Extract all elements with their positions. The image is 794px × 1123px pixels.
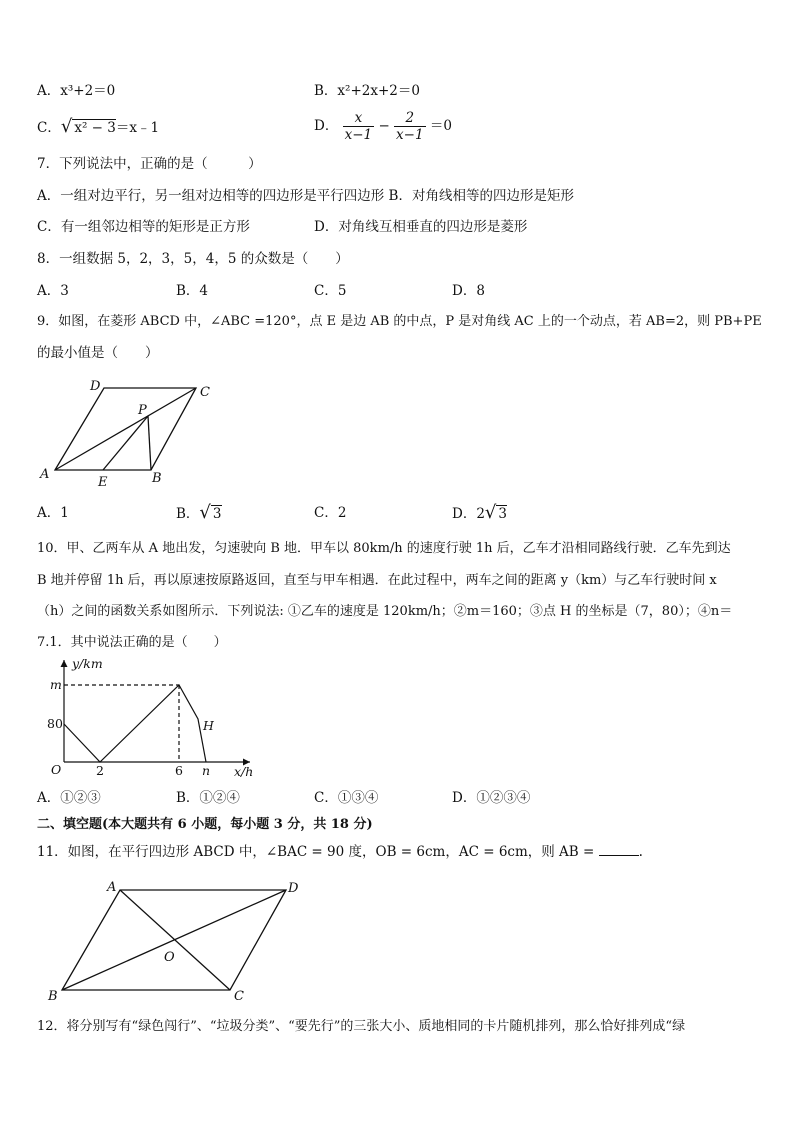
parallelogram-figure bbox=[40, 876, 320, 1004]
q6-option-d-fraction-1 bbox=[343, 110, 375, 143]
fraction-numerator: x bbox=[343, 110, 375, 127]
label-b: B bbox=[152, 471, 162, 486]
q9-stem-line1: 9．如图，在菱形 ABCD 中，∠ABC =120°，点 E 是边 AB 的中点，P 是对角线 AC 上的一个动点，若 AB=2，则 PB+PE bbox=[37, 314, 762, 329]
q7-option-c: C．有一组邻边相等的矩形是正方形 bbox=[37, 219, 250, 235]
q9-stem-line2: 的最小值是（ ） bbox=[37, 345, 159, 361]
sqrt-sign: √ bbox=[199, 502, 211, 523]
label-a: A bbox=[40, 467, 50, 482]
q7-options-ab: A．一组对边平行，另一组对边相等的四边形是平行四边形 B．对角线相等的四边形是矩形 bbox=[37, 188, 574, 204]
section-heading: 二、填空题(本大题共有 6 小题，每小题 3 分，共 18 分) bbox=[37, 817, 373, 832]
q10-line2: B 地并停留 1h 后，再以原速按原路返回，直至与甲车相遇．在此过程中，两车之间的距离 y（km）与乙车行驶时间 x bbox=[37, 573, 717, 588]
q6-option-a: A．x³+2＝0 bbox=[37, 83, 116, 99]
q6-option-d-fraction-2 bbox=[394, 110, 426, 143]
q6-option-d bbox=[314, 108, 452, 144]
q9-option-d-radicand: 3 bbox=[498, 506, 507, 522]
tick-label-m: m bbox=[50, 677, 62, 692]
distance-time-graph bbox=[40, 654, 270, 780]
q7-stem: 7．下列说法中，正确的是（ ） bbox=[37, 156, 262, 172]
q9-option-d bbox=[452, 504, 507, 523]
point-h-label: H bbox=[203, 718, 214, 733]
q6-option-b: B．x²+2x+2＝0 bbox=[314, 83, 420, 99]
answer-blank[interactable] bbox=[599, 843, 639, 856]
q8-option-a: A．3 bbox=[37, 283, 69, 299]
segment-pe bbox=[103, 416, 148, 470]
q6-option-c bbox=[37, 118, 159, 137]
q6-option-d-minus: − bbox=[378, 118, 390, 134]
q8-option-d: D．8 bbox=[452, 283, 485, 299]
fraction-denominator: x−1 bbox=[396, 127, 424, 143]
q10-option-d: D．①②③④ bbox=[452, 790, 531, 806]
q11-stem-text: 11．如图，在平行四边形 ABCD 中，∠BAC = 90 度，OB = 6cm，AC = 6cm，则 AB = bbox=[37, 844, 599, 860]
label-d: D bbox=[90, 379, 101, 394]
q6-option-d-label: D． bbox=[314, 118, 339, 134]
q10-option-c: C．①③④ bbox=[314, 790, 379, 806]
label-e: E bbox=[98, 475, 108, 490]
q6-option-d-rest: ＝0 bbox=[429, 118, 452, 134]
fraction-denominator: x−1 bbox=[344, 127, 373, 143]
q12-stem: 12．将分别写有“绿色闯行”、“垃圾分类”、“要先行”的三张大小、质地相同的卡片随机排列，那么恰好排列成“绿 bbox=[37, 1019, 686, 1034]
q6-option-c-rest: ＝x﹣1 bbox=[115, 120, 160, 136]
q9-option-b-label: B． bbox=[176, 506, 200, 522]
diagonal-ac bbox=[55, 388, 196, 470]
q7-option-d: D．对角线互相垂直的四边形是菱形 bbox=[314, 219, 528, 235]
q11-stem-end: . bbox=[638, 844, 643, 860]
rhombus-figure bbox=[30, 374, 230, 490]
sqrt-sign: √ bbox=[484, 502, 497, 523]
fraction-numerator: 2 bbox=[394, 110, 426, 127]
sqrt-sign: √ bbox=[60, 116, 73, 137]
tick-label-n: n bbox=[202, 763, 211, 778]
segment-pb bbox=[148, 416, 151, 470]
origin-label: O bbox=[51, 762, 62, 777]
q8-option-b: B．4 bbox=[176, 283, 209, 299]
q9-option-b-radicand: 3 bbox=[212, 506, 222, 522]
label-c: C bbox=[234, 989, 244, 1004]
x-axis-label: x/h bbox=[234, 764, 254, 779]
q10-line1: 10．甲、乙两车从 A 地出发，匀速驶向 B 地．甲车以 80km/h 的速度行驶 1h 后，乙车才沿相同路线行驶．乙车先到达 bbox=[37, 541, 731, 556]
q10-line4: 7.1．其中说法正确的是（ ） bbox=[37, 635, 227, 650]
label-p: P bbox=[138, 403, 147, 418]
label-o: O bbox=[164, 950, 175, 965]
q8-option-c: C．5 bbox=[314, 283, 347, 299]
tick-label-2: 2 bbox=[96, 763, 104, 778]
tick-label-6: 6 bbox=[175, 763, 183, 778]
label-a: A bbox=[107, 880, 117, 895]
q10-option-a: A．①②③ bbox=[37, 790, 101, 806]
q10-option-b: B．①②④ bbox=[176, 790, 240, 806]
q10-line3: （h）之间的函数关系如图所示．下列说法: ①乙车的速度是 120km/h；②m＝160；③点 H 的坐标是（7，80）；④n＝ bbox=[37, 604, 733, 619]
q8-stem: 8．一组数据 5，2，3，5，4，5 的众数是（ ） bbox=[37, 251, 349, 267]
label-c: C bbox=[200, 385, 210, 400]
q9-option-b bbox=[176, 504, 222, 523]
q6-option-c-radicand: x² − 3 bbox=[74, 120, 116, 136]
tick-label-80: 80 bbox=[47, 716, 63, 731]
label-b: B bbox=[48, 989, 58, 1004]
label-d: D bbox=[288, 881, 299, 896]
diagonal-bd bbox=[62, 890, 286, 990]
graph-line bbox=[64, 685, 206, 762]
q9-option-d-label: D．2 bbox=[452, 506, 485, 522]
q9-option-c: C．2 bbox=[314, 505, 347, 521]
y-axis-label: y/km bbox=[72, 656, 103, 671]
q11-stem bbox=[37, 843, 643, 861]
q6-option-c-label: C． bbox=[37, 120, 61, 136]
q9-option-a: A．1 bbox=[37, 505, 69, 521]
